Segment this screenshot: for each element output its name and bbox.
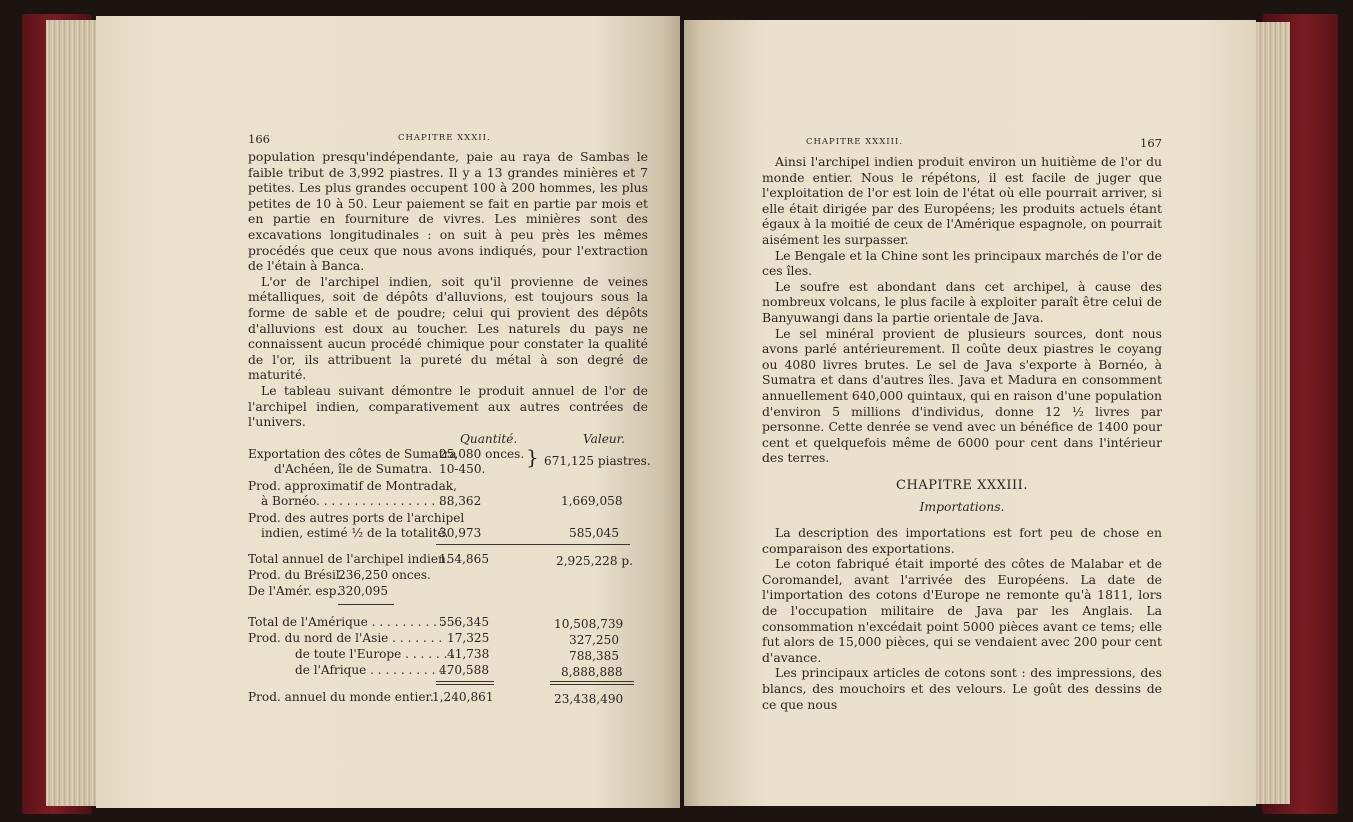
row-label: Total de l'Amérique . . . . . . . . . . — [248, 614, 445, 629]
row-quantity: 470,588 — [439, 662, 490, 677]
sum-rule — [550, 681, 634, 682]
page-number: 166 — [248, 132, 270, 146]
row-value: 23,438,490 — [554, 691, 624, 706]
paragraph: L'or de l'archipel indien, soit qu'il provienne de veines métalliques, soit de dépôts d'alluvions, est toujours sous la forme de sable et de poudre; celui qui provient des dépôts d'alluvions est doux au toucher. Les naturels du pays ne connaissent aucun procédé chimique pour constater la qualité de l'or, ils attribuent la pureté du métal à son degré de maturité. — [248, 273, 648, 383]
row-label: Prod. des autres ports de l'archipel — [248, 510, 465, 525]
row-label: Prod. approximatif de Montradak, — [248, 478, 457, 493]
row-value: 788,385 — [569, 648, 620, 663]
row-label: Exportation des côtes de Sumatra — [248, 446, 457, 461]
row-quantity: 88,362 — [439, 493, 482, 508]
row-label: d'Achéen, île de Sumatra. — [274, 461, 433, 476]
paragraph: Le coton fabriqué était importé des côtes de Malabar et de Coromandel, avant l'arrivée des Européens. La date de l'importation des cotons d'Europe ne remonte qu'à 1811, lors de l'occupation militaire de Java par les Anglais. La consommation n'excédait point 5000 pièces avant ce tems; elle fut alors de 15,000 pièces, qui se vendaient avec 200 pour cent d'avance. — [762, 556, 1162, 665]
sum-rule — [436, 544, 630, 545]
row-quantity: 41,738 — [447, 646, 490, 661]
row-label: Total annuel de l'archipel indien. — [248, 551, 450, 566]
row-value: 671,125 piastres. — [544, 453, 651, 468]
row-label: Prod. du nord de l'Asie . . . . . . . — [248, 630, 443, 645]
row-quantity: 17,325 — [447, 630, 490, 645]
row-quantity: 30,973 — [439, 525, 482, 540]
paragraph: La description des importations est fort peu de chose en comparaison des exportations. — [762, 525, 1162, 556]
running-head: CHAPITRE XXXIII. — [806, 137, 904, 147]
row-value: 1,669,058 — [561, 493, 623, 508]
row-value: 327,250 — [569, 632, 620, 647]
sum-rule — [338, 604, 394, 605]
row-quantity: 1,240,861 — [432, 689, 494, 704]
row-label: Prod. du Brésil. — [248, 567, 344, 582]
paragraph: Le tableau suivant démontre le produit annuel de l'or de l'archipel indien, comparativement aux autres contrées de l'univers. — [248, 382, 648, 430]
chapter-subtitle: Importations. — [919, 499, 1005, 515]
brace: } — [526, 444, 539, 469]
row-label: à Bornéo. . . . . . . . . . . . . . . . . . — [261, 493, 451, 508]
paragraph: population presqu'indépendante, paie au raya de Sambas le faible tribut de 3,992 piastres. Il y a 13 grandes minières et 7 petites. Les plus grandes occupent 100 à 200 hommes, les plus petites de 10 à 50. Leur paiement se fait en partie par mois et en partie en fourniture de vivres. Les minières sont des excavations longitudinales : on suit à peu près les mêmes procédés que ceux que nous avons indiqués, pour l'extraction de l'étain à Banca. — [248, 149, 648, 274]
sum-rule — [550, 684, 634, 685]
row-quantity: 154,865 — [439, 551, 490, 566]
row-value: 10,508,739 — [554, 616, 624, 631]
row-quantity: 25,080 onces. — [439, 446, 525, 461]
col-header-quantite: Quantité. — [460, 431, 518, 446]
row-quantity: 320,095 — [338, 583, 389, 598]
page-number: 167 — [1140, 136, 1162, 150]
row-label: De l'Amér. esp. — [248, 583, 341, 598]
paragraph: Le soufre est abondant dans cet archipel, à cause des nombreux volcans, le plus facile à exploiter paraît être celui de Banyuwangi dans la partie orientale de Java. — [762, 278, 1162, 325]
row-quantity: 556,345 — [439, 614, 490, 629]
row-value: 585,045 — [569, 525, 620, 540]
left-page — [96, 16, 680, 808]
row-label: indien, estimé ½ de la totalité. — [261, 525, 449, 540]
paragraph: Les principaux articles de cotons sont : des impressions, des blancs, des mouchoirs et des velours. Le goût des dessins de ce que nous — [762, 665, 1162, 712]
row-value: 2,925,228 p. — [556, 553, 633, 568]
gold-production-table — [248, 430, 651, 735]
row-label: Prod. annuel du monde entier. — [248, 689, 434, 704]
col-header-valeur: Valeur. — [583, 431, 625, 446]
row-quantity: 10-450. — [439, 461, 486, 476]
left-page-text — [248, 149, 651, 735]
chapter-title: CHAPITRE XXXIII. — [896, 477, 1028, 493]
right-page-text — [762, 154, 1162, 712]
row-label: de l'Afrique . . . . . . . . . . . — [295, 662, 451, 677]
sum-rule — [436, 681, 494, 682]
row-quantity: 236,250 onces. — [338, 567, 431, 582]
running-head: CHAPITRE XXXII. — [398, 133, 491, 143]
right-page — [684, 20, 1256, 806]
row-label: de toute l'Europe . . . . . . . — [295, 646, 456, 661]
page-edges-right — [1252, 22, 1290, 804]
paragraph: Le sel minéral provient de plusieurs sources, dont nous avons parlé antérieurement. Il coûte deux piastres le coyang ou 4080 livres brutes. Le sel de Java s'exporte à Bornéo, à Sumatra et dans d'autres îles. Java et Madura en consomment annuellement 640,000 quintaux, qui en raison d'une population d'environ 5 millions d'individus, donne 12 ½ livres par personne. Cette denrée se vend avec un bénéfice de 1400 pour cent et quelquefois même de 6000 pour cent dans l'intérieur des terres. — [762, 325, 1162, 466]
paragraph: Ainsi l'archipel indien produit environ un huitième de l'or du monde entier. Nous le répétons, il est facile de juger que l'exploitation de l'or est loin de l'état où elle pourrait arriver, si elle était dirigée par des Européens; les produits actuels étant égaux à la moitié de ceux de l'Amérique espagnole, on pourrait aisément les surpasser. — [762, 154, 1162, 247]
paragraph: Le Bengale et la Chine sont les principaux marchés de l'or de ces îles. — [762, 247, 1162, 279]
sum-rule — [436, 684, 494, 685]
row-value: 8,888,888 — [561, 664, 623, 679]
